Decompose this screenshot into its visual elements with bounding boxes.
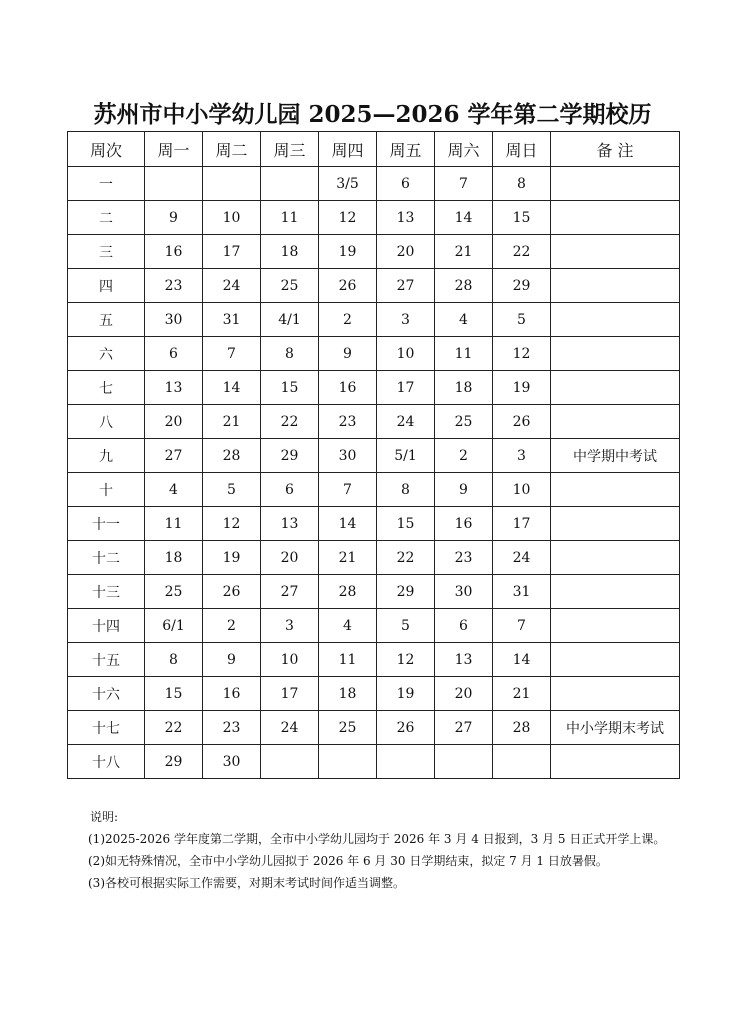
date-cell: 5	[203, 473, 261, 507]
remark-cell	[551, 609, 680, 643]
date-cell	[377, 745, 435, 779]
date-cell: 3	[493, 439, 551, 473]
table-row	[68, 643, 680, 677]
date-cell: 18	[261, 235, 319, 269]
week-number-cell: 十	[68, 473, 145, 507]
week-number-cell: 十五	[68, 643, 145, 677]
date-cell: 22	[145, 711, 203, 745]
date-cell: 2	[435, 439, 493, 473]
date-cell: 24	[203, 269, 261, 303]
remark-cell	[551, 371, 680, 405]
remark-cell	[551, 541, 680, 575]
remark-cell	[551, 507, 680, 541]
date-cell: 10	[377, 337, 435, 371]
date-cell: 14	[435, 201, 493, 235]
date-cell: 3	[377, 303, 435, 337]
date-cell: 10	[203, 201, 261, 235]
date-cell: 6	[261, 473, 319, 507]
table-row	[68, 711, 680, 745]
date-cell: 6	[145, 337, 203, 371]
remark-cell	[551, 167, 680, 201]
remark-cell	[551, 201, 680, 235]
date-cell: 11	[145, 507, 203, 541]
remark-cell	[551, 405, 680, 439]
date-cell: 17	[493, 507, 551, 541]
date-cell: 13	[261, 507, 319, 541]
date-cell: 16	[203, 677, 261, 711]
date-cell: 27	[261, 575, 319, 609]
date-cell	[435, 745, 493, 779]
date-cell: 9	[319, 337, 377, 371]
date-cell: 14	[493, 643, 551, 677]
date-cell: 11	[261, 201, 319, 235]
date-cell: 5	[377, 609, 435, 643]
remark-cell	[551, 677, 680, 711]
date-cell: 16	[435, 507, 493, 541]
date-cell: 30	[319, 439, 377, 473]
school-calendar-table	[67, 131, 680, 779]
date-cell: 21	[493, 677, 551, 711]
column-header: 周三	[261, 132, 319, 167]
date-cell: 19	[319, 235, 377, 269]
date-cell: 7	[435, 167, 493, 201]
date-cell: 20	[261, 541, 319, 575]
date-cell: 24	[493, 541, 551, 575]
date-cell: 15	[377, 507, 435, 541]
date-cell: 25	[145, 575, 203, 609]
date-cell: 4	[145, 473, 203, 507]
week-number-cell: 二	[68, 201, 145, 235]
date-cell: 7	[493, 609, 551, 643]
remark-cell	[551, 337, 680, 371]
week-number-cell: 十四	[68, 609, 145, 643]
week-number-cell: 九	[68, 439, 145, 473]
date-cell: 17	[203, 235, 261, 269]
remark-cell: 中小学期末考试	[551, 711, 680, 745]
date-cell: 2	[203, 609, 261, 643]
column-header: 周六	[435, 132, 493, 167]
date-cell: 22	[377, 541, 435, 575]
date-cell: 25	[261, 269, 319, 303]
column-header: 备 注	[551, 132, 680, 167]
date-cell: 16	[145, 235, 203, 269]
date-cell: 18	[319, 677, 377, 711]
week-number-cell: 十三	[68, 575, 145, 609]
date-cell: 23	[203, 711, 261, 745]
date-cell: 26	[203, 575, 261, 609]
date-cell: 12	[203, 507, 261, 541]
date-cell: 25	[319, 711, 377, 745]
table-row	[68, 507, 680, 541]
note-item-1: (1)2025-2026 学年度第二学期，全市中小学幼儿园均于 2026 年 3 月 4 日报到，3 月 5 日正式开学上课。	[88, 832, 666, 846]
date-cell: 19	[203, 541, 261, 575]
date-cell: 3	[261, 609, 319, 643]
date-cell: 13	[377, 201, 435, 235]
table-row	[68, 371, 680, 405]
date-cell: 30	[203, 745, 261, 779]
date-cell: 15	[493, 201, 551, 235]
date-cell: 26	[493, 405, 551, 439]
date-cell: 29	[493, 269, 551, 303]
date-cell	[261, 167, 319, 201]
date-cell: 26	[377, 711, 435, 745]
date-cell: 28	[319, 575, 377, 609]
date-cell: 22	[261, 405, 319, 439]
date-cell: 8	[145, 643, 203, 677]
date-cell: 23	[435, 541, 493, 575]
table-row	[68, 677, 680, 711]
column-header: 周四	[319, 132, 377, 167]
remark-cell: 中学期中考试	[551, 439, 680, 473]
calendar-body	[68, 167, 680, 779]
date-cell: 31	[203, 303, 261, 337]
date-cell: 11	[319, 643, 377, 677]
date-cell: 27	[145, 439, 203, 473]
week-number-cell: 七	[68, 371, 145, 405]
date-cell: 20	[377, 235, 435, 269]
date-cell: 9	[435, 473, 493, 507]
date-cell: 30	[435, 575, 493, 609]
table-row	[68, 745, 680, 779]
date-cell: 28	[435, 269, 493, 303]
remark-cell	[551, 303, 680, 337]
date-cell: 24	[261, 711, 319, 745]
table-row	[68, 235, 680, 269]
date-cell: 15	[145, 677, 203, 711]
date-cell	[261, 745, 319, 779]
column-header: 周二	[203, 132, 261, 167]
date-cell: 12	[377, 643, 435, 677]
date-cell	[145, 167, 203, 201]
date-cell: 3/5	[319, 167, 377, 201]
week-number-cell: 十一	[68, 507, 145, 541]
table-row	[68, 167, 680, 201]
date-cell: 4/1	[261, 303, 319, 337]
week-number-cell: 四	[68, 269, 145, 303]
date-cell: 14	[203, 371, 261, 405]
date-cell: 15	[261, 371, 319, 405]
date-cell: 20	[435, 677, 493, 711]
date-cell: 8	[261, 337, 319, 371]
table-row	[68, 575, 680, 609]
date-cell: 29	[145, 745, 203, 779]
table-row	[68, 541, 680, 575]
date-cell: 13	[145, 371, 203, 405]
date-cell: 19	[377, 677, 435, 711]
week-number-cell: 五	[68, 303, 145, 337]
date-cell: 12	[319, 201, 377, 235]
table-row	[68, 405, 680, 439]
date-cell: 6/1	[145, 609, 203, 643]
date-cell: 30	[145, 303, 203, 337]
date-cell: 21	[319, 541, 377, 575]
table-row	[68, 201, 680, 235]
date-cell: 6	[377, 167, 435, 201]
date-cell: 7	[203, 337, 261, 371]
date-cell: 27	[377, 269, 435, 303]
page-title: 苏州市中小学幼儿园 2025—2026 学年第二学期校历	[93, 101, 652, 128]
date-cell: 21	[203, 405, 261, 439]
remark-cell	[551, 745, 680, 779]
week-number-cell: 十七	[68, 711, 145, 745]
week-number-cell: 十六	[68, 677, 145, 711]
notes-section	[76, 806, 686, 894]
date-cell: 4	[319, 609, 377, 643]
date-cell: 29	[377, 575, 435, 609]
date-cell: 19	[493, 371, 551, 405]
column-header: 周一	[145, 132, 203, 167]
date-cell: 18	[435, 371, 493, 405]
column-header: 周次	[68, 132, 145, 167]
week-number-cell: 十八	[68, 745, 145, 779]
date-cell: 8	[377, 473, 435, 507]
date-cell: 28	[203, 439, 261, 473]
date-cell: 29	[261, 439, 319, 473]
date-cell: 8	[493, 167, 551, 201]
date-cell: 9	[145, 201, 203, 235]
date-cell: 13	[435, 643, 493, 677]
remark-cell	[551, 235, 680, 269]
week-number-cell: 一	[68, 167, 145, 201]
date-cell: 12	[493, 337, 551, 371]
date-cell	[319, 745, 377, 779]
table-row	[68, 303, 680, 337]
date-cell: 26	[319, 269, 377, 303]
date-cell: 7	[319, 473, 377, 507]
date-cell: 16	[319, 371, 377, 405]
week-number-cell: 三	[68, 235, 145, 269]
date-cell	[203, 167, 261, 201]
date-cell: 23	[319, 405, 377, 439]
date-cell: 28	[493, 711, 551, 745]
date-cell: 4	[435, 303, 493, 337]
table-row	[68, 269, 680, 303]
table-row	[68, 473, 680, 507]
date-cell: 31	[493, 575, 551, 609]
date-cell: 6	[435, 609, 493, 643]
week-number-cell: 十二	[68, 541, 145, 575]
column-header: 周日	[493, 132, 551, 167]
date-cell: 18	[145, 541, 203, 575]
remark-cell	[551, 269, 680, 303]
date-cell: 5	[493, 303, 551, 337]
note-item-3: (3)各校可根据实际工作需要，对期末考试时间作适当调整。	[88, 876, 406, 890]
date-cell: 20	[145, 405, 203, 439]
notes-heading: 说明:	[90, 810, 119, 824]
date-cell: 21	[435, 235, 493, 269]
week-number-cell: 八	[68, 405, 145, 439]
date-cell: 25	[435, 405, 493, 439]
date-cell: 23	[145, 269, 203, 303]
date-cell: 17	[261, 677, 319, 711]
note-item-2: (2)如无特殊情况，全市中小学幼儿园拟于 2026 年 6 月 30 日学期结束，拟定 7 月 1 日放暑假。	[88, 854, 608, 868]
date-cell: 2	[319, 303, 377, 337]
header-row	[68, 132, 680, 167]
date-cell: 14	[319, 507, 377, 541]
table-row	[68, 337, 680, 371]
date-cell: 5/1	[377, 439, 435, 473]
table-row	[68, 609, 680, 643]
date-cell: 10	[261, 643, 319, 677]
date-cell: 9	[203, 643, 261, 677]
date-cell: 10	[493, 473, 551, 507]
date-cell: 24	[377, 405, 435, 439]
date-cell	[493, 745, 551, 779]
date-cell: 17	[377, 371, 435, 405]
remark-cell	[551, 643, 680, 677]
date-cell: 22	[493, 235, 551, 269]
table-row	[68, 439, 680, 473]
remark-cell	[551, 575, 680, 609]
date-cell: 27	[435, 711, 493, 745]
date-cell: 11	[435, 337, 493, 371]
column-header: 周五	[377, 132, 435, 167]
remark-cell	[551, 473, 680, 507]
week-number-cell: 六	[68, 337, 145, 371]
